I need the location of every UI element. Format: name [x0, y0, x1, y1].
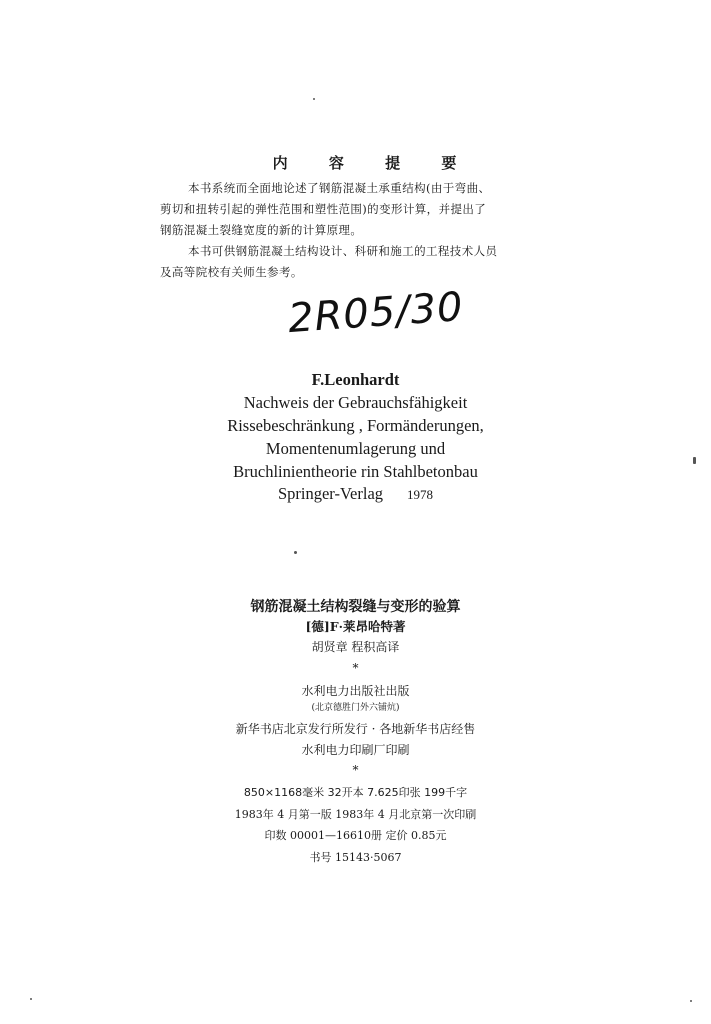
scan-speck	[693, 457, 696, 464]
summary-paragraph2-line2: 及高等院校有关师生参考。	[160, 265, 303, 279]
handwritten-call-number: 2R05/30	[286, 283, 465, 343]
summary-paragraph1-line1: 本书系统而全面地论述了钢筋混凝土承重结构(由于弯曲、	[188, 181, 491, 195]
edition-line: 1983年 4 月第一版 1983年 4 月北京第一次印刷	[234, 808, 477, 821]
distributor-line: 新华书店北京发行所发行 · 各地新华书店经售	[235, 722, 476, 736]
original-author: F.Leonhardt	[311, 370, 400, 389]
separator-star: *	[352, 661, 359, 675]
scan-speck	[294, 551, 297, 554]
format-line: 850×1168毫米 32开本 7.625印张 199千字	[243, 786, 468, 799]
publisher-line: 水利电力出版社出版	[301, 684, 410, 698]
original-title-line1: Nachweis der Gebrauchsfähigkeit	[243, 393, 468, 412]
separator-star: *	[352, 763, 359, 777]
print-count-line: 印数 00001—16610册 定价 0.85元	[264, 829, 447, 842]
book-number-line: 书号 15143·5067	[309, 851, 402, 864]
translator-line: 胡贤章 程积高译	[311, 640, 400, 654]
summary-paragraph1-line3: 钢筋混凝土裂缝宽度的新的计算原理。	[160, 223, 363, 237]
original-title-line2: Rissebeschränkung , Formänderungen,	[227, 416, 484, 435]
scan-speck	[690, 1000, 692, 1002]
scan-speck	[313, 98, 315, 100]
original-publisher-line	[0, 484, 711, 504]
original-publisher: Springer-Verlag	[277, 484, 384, 503]
summary-paragraph2-line1: 本书可供钢筋混凝土结构设计、科研和施工的工程技术人员	[188, 244, 498, 258]
printer-line: 水利电力印刷厂印刷	[301, 743, 410, 757]
original-year: 1978	[407, 487, 434, 502]
book-title: 钢筋混凝土结构裂缝与变形的验算	[250, 599, 461, 615]
summary-title: 内 容 提 要	[272, 154, 475, 172]
publisher-address: (北京德胜门外六铺炕)	[311, 703, 400, 713]
author-line: [德]F·莱昂哈特著	[305, 619, 406, 634]
original-title-line4: Bruchlinientheorie rin Stahlbetonbau	[233, 462, 478, 481]
summary-paragraph1-line2: 剪切和扭转引起的弹性范围和塑性范围)的变形计算，并提出了	[160, 202, 487, 216]
original-title-line3: Momentenumlagerung und	[265, 439, 446, 458]
scan-speck	[30, 998, 32, 1000]
